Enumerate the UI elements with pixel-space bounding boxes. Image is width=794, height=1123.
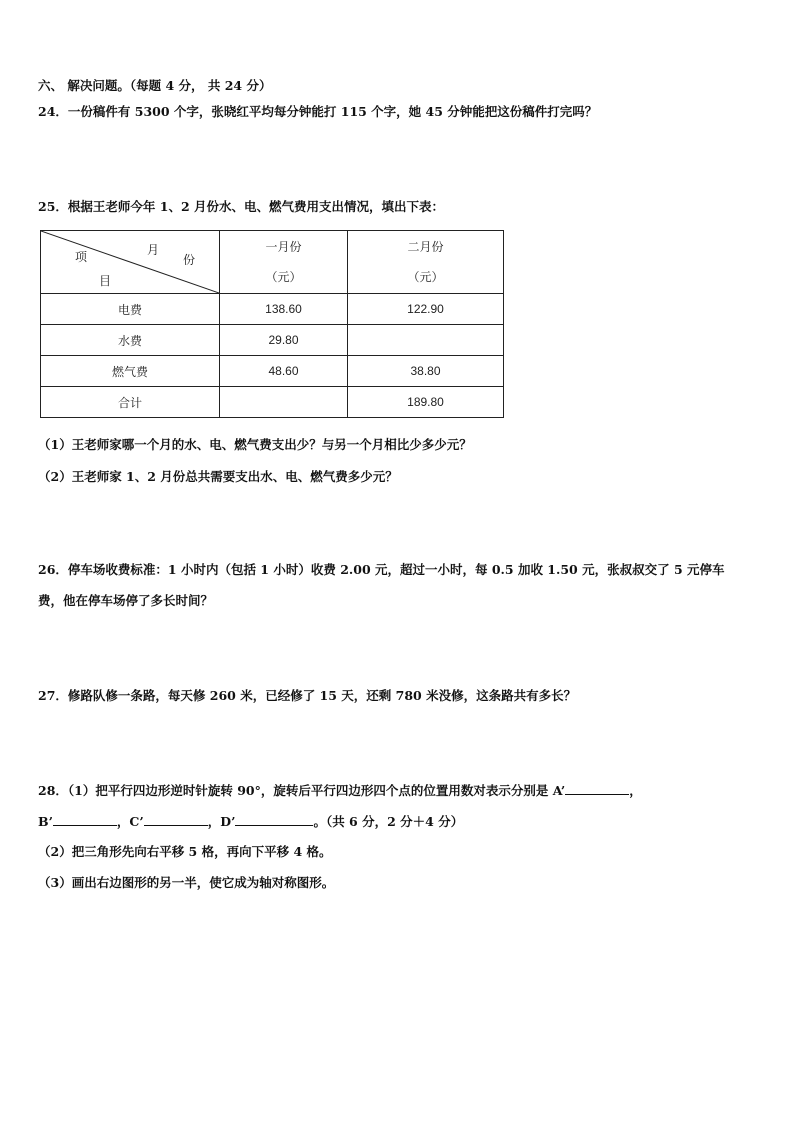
cell-jan: 48.60	[220, 356, 348, 387]
cell-feb: 122.90	[348, 294, 504, 325]
cell-jan: 138.60	[220, 294, 348, 325]
row-label: 电费	[41, 294, 220, 325]
question-28-sub-3: （3）画出右边图形的另一半，使它成为轴对称图形。	[38, 875, 335, 890]
section-heading: 六、 解决问题。（每题 4 分， 共 24 分）	[38, 78, 272, 93]
label-d: ，D’	[207, 814, 236, 829]
label-b: B’	[38, 814, 53, 829]
question-28-line-1	[38, 781, 642, 799]
question-27: 27．修路队修一条路，每天修 260 米，已经修了 15 天，还剩 780 米没修，这条路共有多长？	[38, 688, 577, 703]
question-25-sub-1: （1）王老师家哪一个月的水、电、燃气费支出少？与另一个月相比少多少元？	[38, 437, 472, 452]
question-25: 25．根据王老师今年 1、2 月份水、电、燃气费用支出情况，填出下表：	[38, 199, 444, 214]
corner-item-2: 目	[99, 274, 112, 288]
question-24: 24．一份稿件有 5300 个字，张晓红平均每分钟能打 115 个字，她 45 分钟能把这份稿件打完吗？	[38, 104, 598, 119]
row-label: 水费	[41, 325, 220, 356]
column-header-jan	[220, 231, 348, 294]
fee-table	[40, 230, 504, 418]
column-header-feb	[348, 231, 504, 294]
question-26-line-1: 26．停车场收费标准：1 小时内（包括 1 小时）收费 2.00 元，超过一小时，每 0.5 加收 1.50 元，张叔叔交了 5 元停车	[38, 562, 725, 577]
column-header-feb-unit: （元）	[407, 270, 444, 284]
corner-item-1: 项	[75, 250, 88, 264]
question-25-sub-2: （2）王老师家 1、2 月份总共需要支出水、电、燃气费多少元？	[38, 469, 398, 484]
label-c: ，C’	[116, 814, 144, 829]
cell-jan: 29.80	[220, 325, 348, 356]
table-row	[41, 294, 504, 325]
row-label: 燃气费	[41, 356, 220, 387]
row-label: 合计	[41, 387, 220, 418]
cell-feb: 38.80	[348, 356, 504, 387]
table-row	[41, 356, 504, 387]
question-28-text: 28．（1）把平行四边形逆时针旋转 90°，旋转后平行四边形四个点的位置用数对表示分别是 A’	[38, 783, 566, 798]
table-corner-cell	[41, 231, 220, 294]
column-header-jan-name: 一月份	[265, 240, 302, 254]
corner-month-2: 份	[183, 253, 196, 267]
answer-blank-c[interactable]	[144, 812, 208, 826]
question-28-sub-2: （2）把三角形先向右平移 5 格，再向下平移 4 格。	[38, 844, 332, 859]
question-28-comma: ，	[629, 783, 642, 798]
column-header-feb-name: 二月份	[407, 240, 444, 254]
cell-feb: 189.80	[348, 387, 504, 418]
question-28-line-2	[38, 812, 463, 830]
question-26-line-2: 费，他在停车场停了多长时间？	[38, 593, 214, 608]
table-row	[41, 387, 504, 418]
cell-feb	[348, 325, 504, 356]
cell-jan	[220, 387, 348, 418]
answer-blank-b[interactable]	[53, 812, 117, 826]
table-row	[41, 325, 504, 356]
answer-blank-a[interactable]	[565, 781, 629, 795]
table-header-row	[41, 231, 504, 294]
answer-blank-d[interactable]	[235, 812, 313, 826]
column-header-jan-unit: （元）	[265, 270, 302, 284]
question-28-points: 。（共 6 分，2 分＋4 分）	[313, 814, 464, 829]
corner-month-1: 月	[147, 243, 160, 257]
